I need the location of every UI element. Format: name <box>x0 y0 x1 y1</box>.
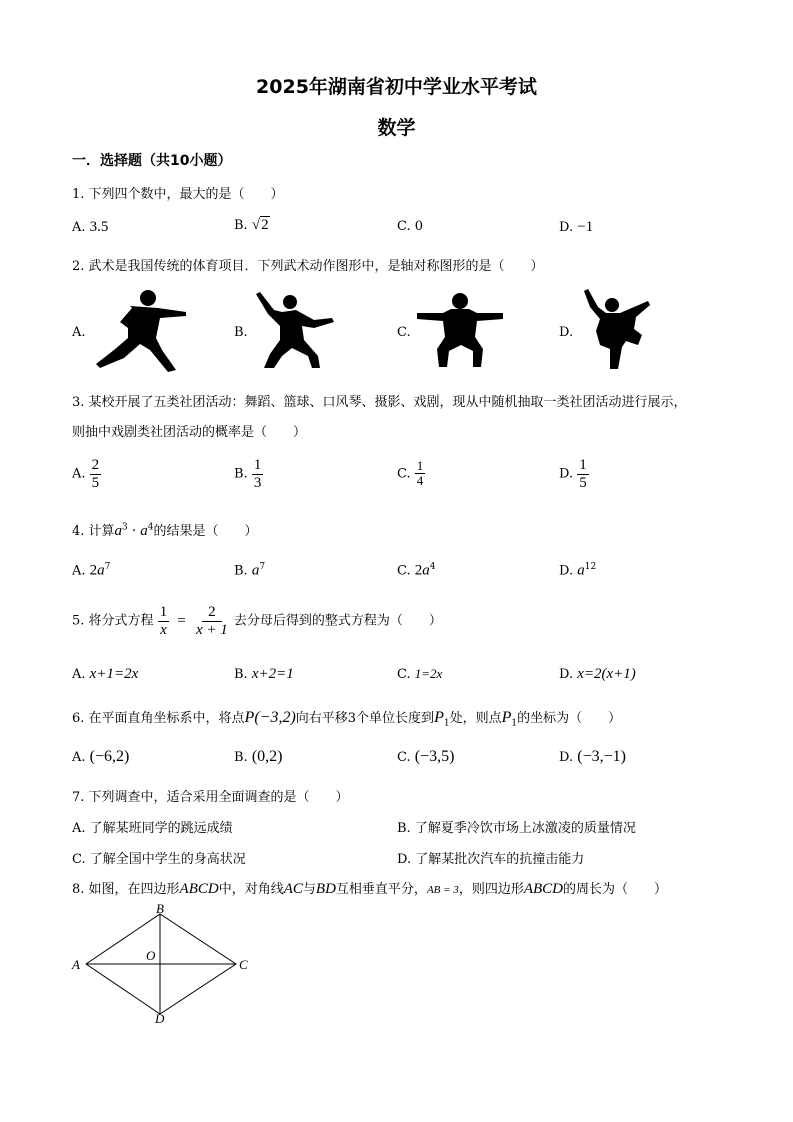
q5-option-a: A. x+1=2x <box>72 666 139 682</box>
q4-option-b: B. $a^7$ <box>234 562 266 579</box>
q4-option-d: D. $a^{12}$ <box>559 562 597 579</box>
subject-title: 数学 <box>377 117 416 139</box>
martial-arts-silhouette-d <box>578 287 654 371</box>
q2-option-a: A. <box>72 325 86 340</box>
q5-option-b: B. x+2=1 <box>234 666 294 682</box>
q4-option-c: C. $2a^4$ <box>397 562 436 579</box>
question-4-stem: 4. 计算$a^3 \cdot a^4$的结果是（ ） <box>72 522 258 539</box>
q7-option-d: D. 了解某批次汽车的抗撞击能力 <box>397 852 585 867</box>
q2-option-c: C. <box>397 325 411 340</box>
question-7-stem: 7. 下列调查中，适合采用全面调查的是（ ） <box>72 790 349 805</box>
question-1-stem: 1. 下列四个数中，最大的是（ ） <box>72 187 284 202</box>
q7-option-a: A. 了解某班同学的跳远成绩 <box>72 821 233 836</box>
q7-option-c: C. 了解全国中学生的身高状况 <box>72 852 246 867</box>
q2-option-b: B. <box>234 325 248 340</box>
label-b: B <box>156 904 164 916</box>
label-d: D <box>155 1011 165 1024</box>
exam-title: 2025年湖南省初中学业水平考试 <box>256 76 537 98</box>
q7-option-b: B. 了解夏季冷饮市场上冰激凌的质量情况 <box>397 821 636 836</box>
q6-option-b: B. (0,2) <box>234 748 283 765</box>
label-c: C <box>239 957 248 972</box>
q5-option-d: D. x=2(x+1) <box>559 666 636 682</box>
q1-option-b: B. √2 <box>234 217 269 233</box>
q1-option-c: C. 0 <box>397 219 424 234</box>
label-o: O <box>146 948 156 963</box>
q6-option-c: C. (−3,5) <box>397 748 455 765</box>
martial-arts-silhouette-c <box>415 291 505 369</box>
question-3-stem-line2: 则抽中戏剧类社团活动的概率是（ ） <box>72 425 307 440</box>
q3-option-d: D. $\frac{1}{5}$ <box>559 457 587 491</box>
q6-option-a: A. (−6,2) <box>72 748 130 765</box>
question-2-stem: 2. 武术是我国传统的体育项目．下列武术动作图形中，是轴对称图形的是（ ） <box>72 259 544 274</box>
question-5-stem: 5. 将分式方程 $\frac{1}{x}$ = $\frac{2}{x + 1}$ 去分母后得到的整式方程为（ ） <box>72 604 442 638</box>
question-6-stem: 6. 在平面直角坐标系中，将点P(−3,2)向右平移3个单位长度到$P_1$处，则点$P_1$的坐标为（ ） <box>72 709 622 729</box>
question-8-stem: 8. 如图，在四边形ABCD中，对角线AC与BD互相垂直平分，AB = 3，则四边形ABCD的周长为（ ） <box>72 881 668 897</box>
section-heading: 一．选择题（共10小题） <box>72 153 232 169</box>
q5-option-c: C. 1=2x <box>397 666 443 682</box>
q3-option-a: A. $\frac{2}{5}$ <box>72 457 100 491</box>
q3-option-b: B. $\frac{1}{3}$ <box>234 457 262 491</box>
rhombus-figure <box>68 904 258 1024</box>
q1-option-d: D. −1 <box>559 219 594 235</box>
question-3-stem-line1: 3. 某校开展了五类社团活动：舞蹈、篮球、口风琴、摄影、戏剧，现从中随机抽取一类社团活动进行展示， <box>72 395 687 410</box>
q6-option-d: D. (−3,−1) <box>559 748 626 765</box>
q4-option-a: A. $2a^7$ <box>72 562 111 579</box>
martial-arts-silhouette-a <box>90 288 190 374</box>
q3-option-c: C. $\frac{1}{4}$ <box>397 458 424 489</box>
martial-arts-silhouette-b <box>252 290 338 370</box>
q2-option-d: D. <box>559 325 574 340</box>
label-a: A <box>72 957 80 972</box>
q1-option-a: A. 3.5 <box>72 219 109 235</box>
